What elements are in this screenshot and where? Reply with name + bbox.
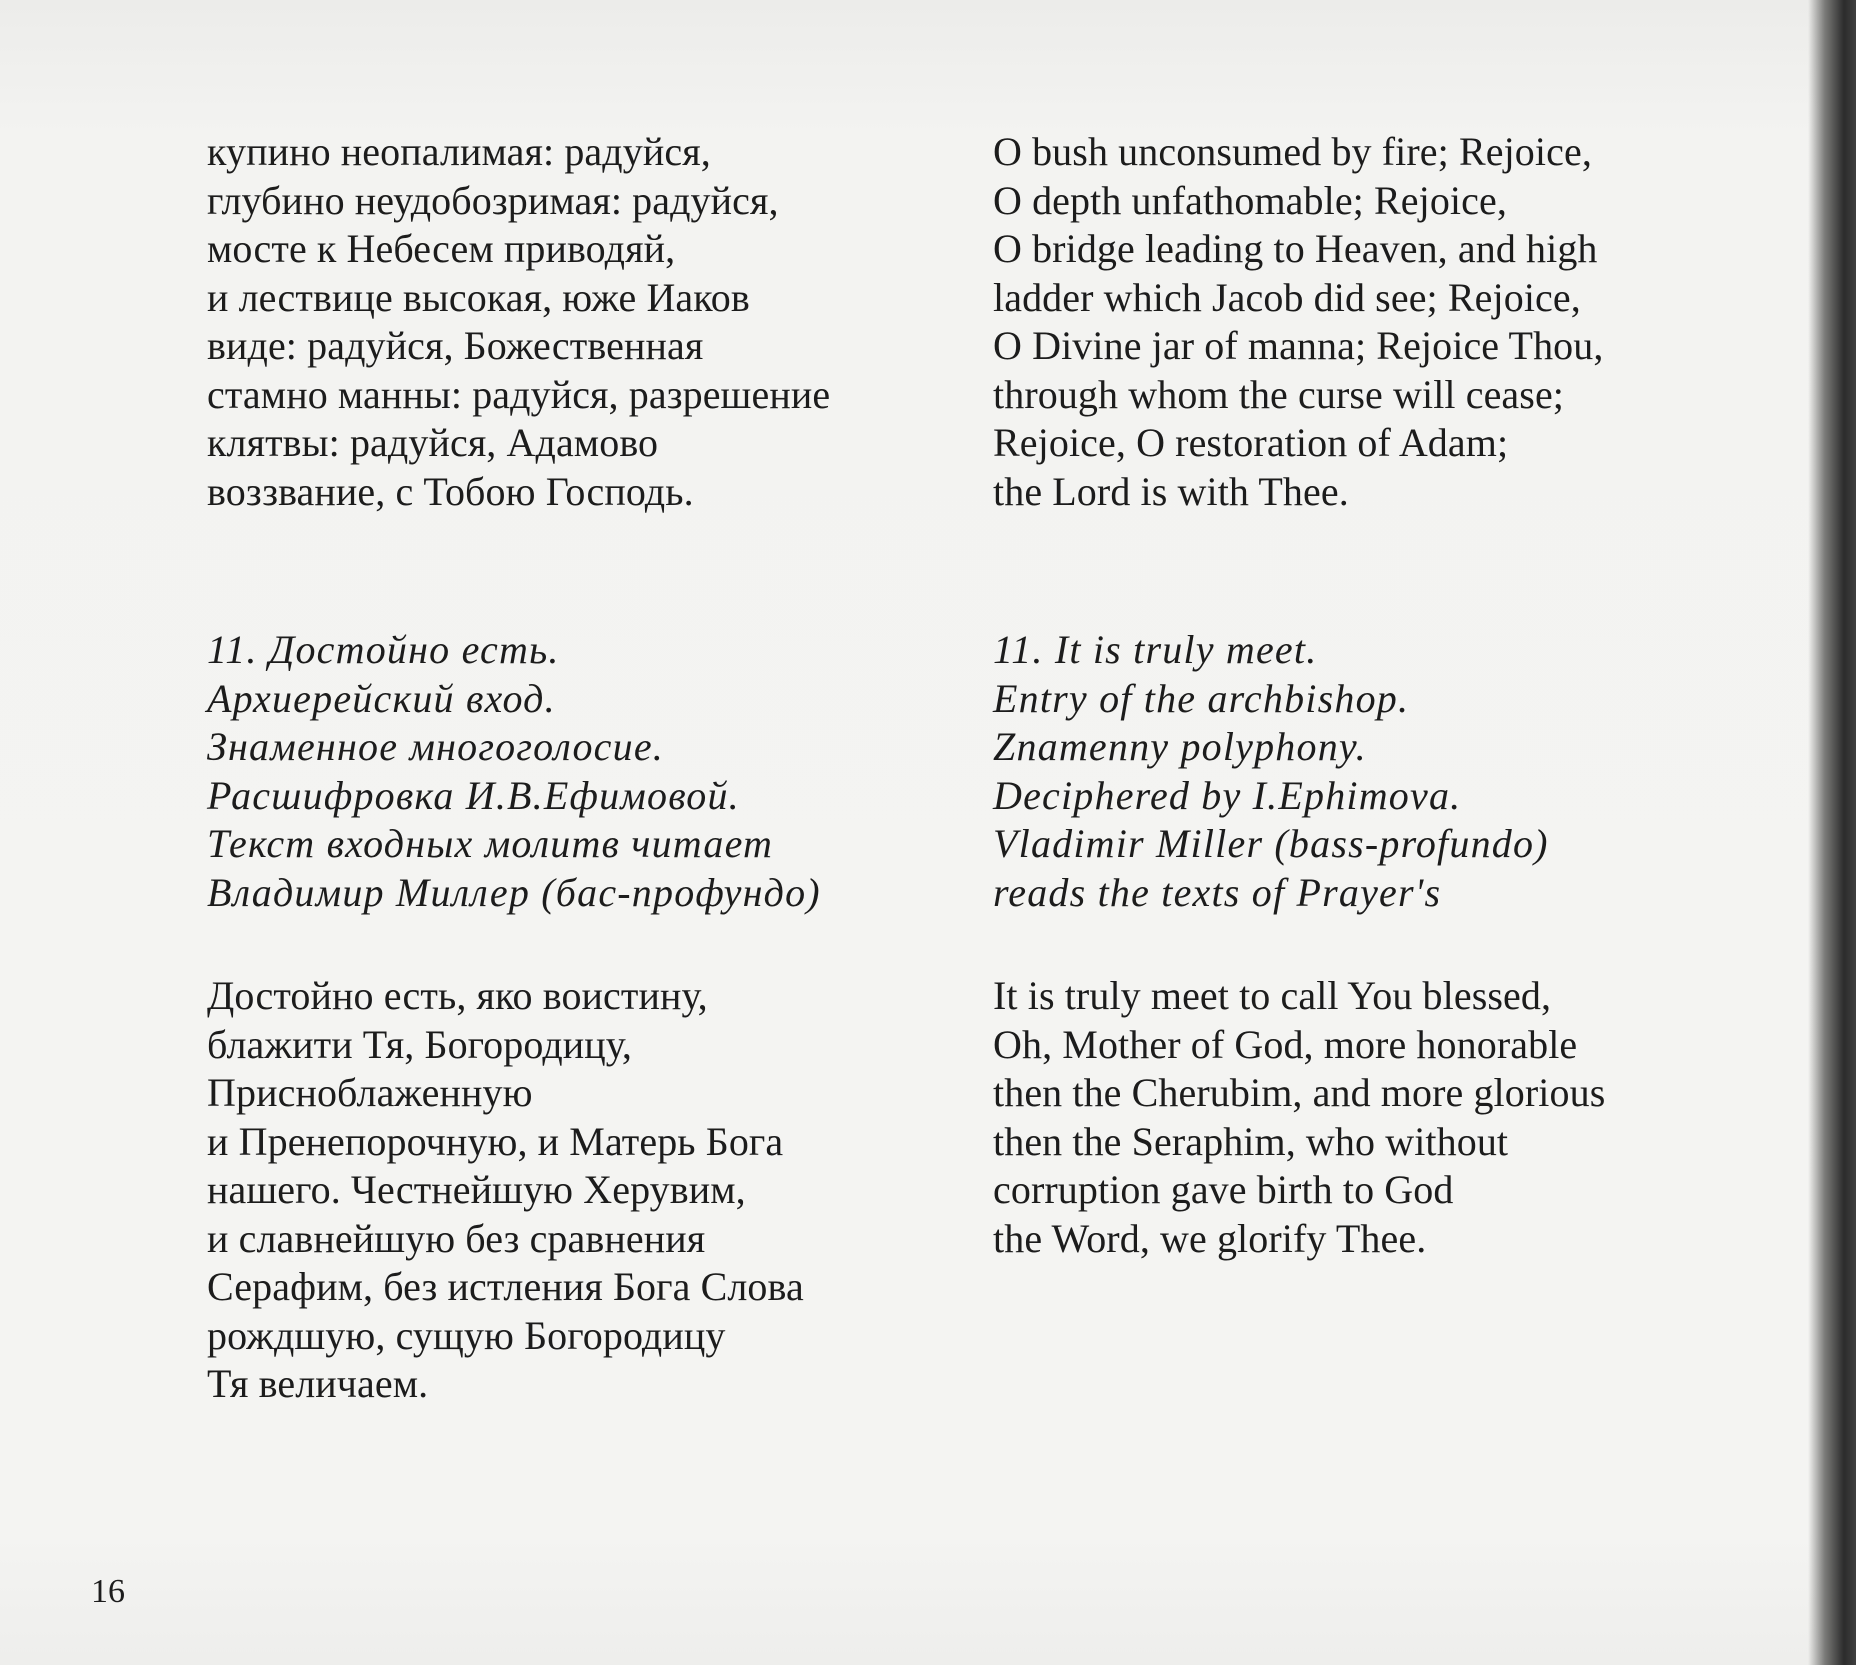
text-line: reads the texts of Prayer's [993, 869, 1442, 915]
text-line: Тя величаем. [207, 1361, 429, 1406]
english-track-heading [993, 626, 1549, 917]
text-line: Расшифровка И.В.Ефимовой. [207, 772, 740, 818]
text-line: corruption gave birth to God [993, 1167, 1454, 1212]
text-line: O bridge leading to Heaven, and high [993, 226, 1598, 271]
text-line: глубино неудобозримая: радуйся, [207, 177, 779, 223]
text-line: the Word, we glorify Thee. [993, 1215, 1427, 1261]
page-number: 16 [91, 1573, 125, 1610]
text-line: виде: радуйся, Божественная [207, 323, 704, 368]
text-line: Владимир Миллер (бас-профундо) [207, 869, 821, 915]
russian-track-heading [207, 626, 821, 917]
text-line: купино неопалимая: радуйся, [207, 129, 711, 174]
text-line: Текст входных молитв читает [207, 821, 774, 866]
track-title: 11. It is truly meet. [993, 627, 1318, 672]
text-line: Архиерейский вход. [207, 675, 556, 721]
text-line: воззвание, с Тобою Господь. [207, 468, 694, 514]
text-line: O bush unconsumed by fire; Rejoice, [993, 129, 1592, 174]
text-line: Vladimir Miller (bass-profundo) [993, 821, 1549, 866]
text-line: Присноблаженную [207, 1070, 533, 1115]
text-line: Достойно есть, яко воистину, [207, 973, 708, 1018]
text-line: Серафим, без истления Бога Слова [207, 1264, 804, 1309]
english-hymn-continuation [993, 128, 1603, 516]
text-line: Znamenny polyphony. [993, 724, 1367, 769]
text-line: Знаменное многоголосие. [207, 724, 664, 769]
text-line: и славнейшую без сравнения [207, 1215, 706, 1261]
track-title: 11. Достойно есть. [207, 627, 560, 672]
text-line: Entry of the archbishop. [993, 675, 1410, 721]
text-line: It is truly meet to call You blessed, [993, 973, 1552, 1018]
text-line: then the Seraphim, who without [993, 1118, 1509, 1164]
text-line: клятвы: радуйся, Адамово [207, 420, 659, 465]
text-line: ladder which Jacob did see; Rejoice, [993, 274, 1581, 320]
text-line: и лествице высокая, юже Иаков [207, 274, 750, 320]
text-line: рождшую, сущую Богородицу [207, 1312, 726, 1358]
text-line: блажити Тя, Богородицу, [207, 1021, 632, 1067]
text-line: стамно манны: радуйся, разрешение [207, 371, 831, 417]
text-line: мосте к Небесем приводяй, [207, 226, 676, 271]
text-line: the Lord is with Thee. [993, 468, 1349, 514]
text-line: нашего. Честнейшую Херувим, [207, 1167, 746, 1212]
text-line: Rejoice, O restoration of Adam; [993, 420, 1509, 465]
russian-hymn-text [207, 972, 804, 1409]
text-line: Deciphered by I.Ephimova. [993, 772, 1462, 818]
russian-hymn-continuation [207, 128, 830, 516]
text-line: O depth unfathomable; Rejoice, [993, 177, 1507, 223]
text-line: и Пренепорочную, и Матерь Бога [207, 1118, 784, 1164]
page-edge-shadow [1808, 0, 1856, 1665]
english-hymn-text [993, 972, 1605, 1263]
text-line: O Divine jar of manna; Rejoice Thou, [993, 323, 1604, 368]
text-line: Oh, Mother of God, more honorable [993, 1021, 1578, 1067]
text-line: then the Cherubim, and more glorious [993, 1070, 1606, 1115]
text-line: through whom the curse will cease; [993, 371, 1565, 417]
